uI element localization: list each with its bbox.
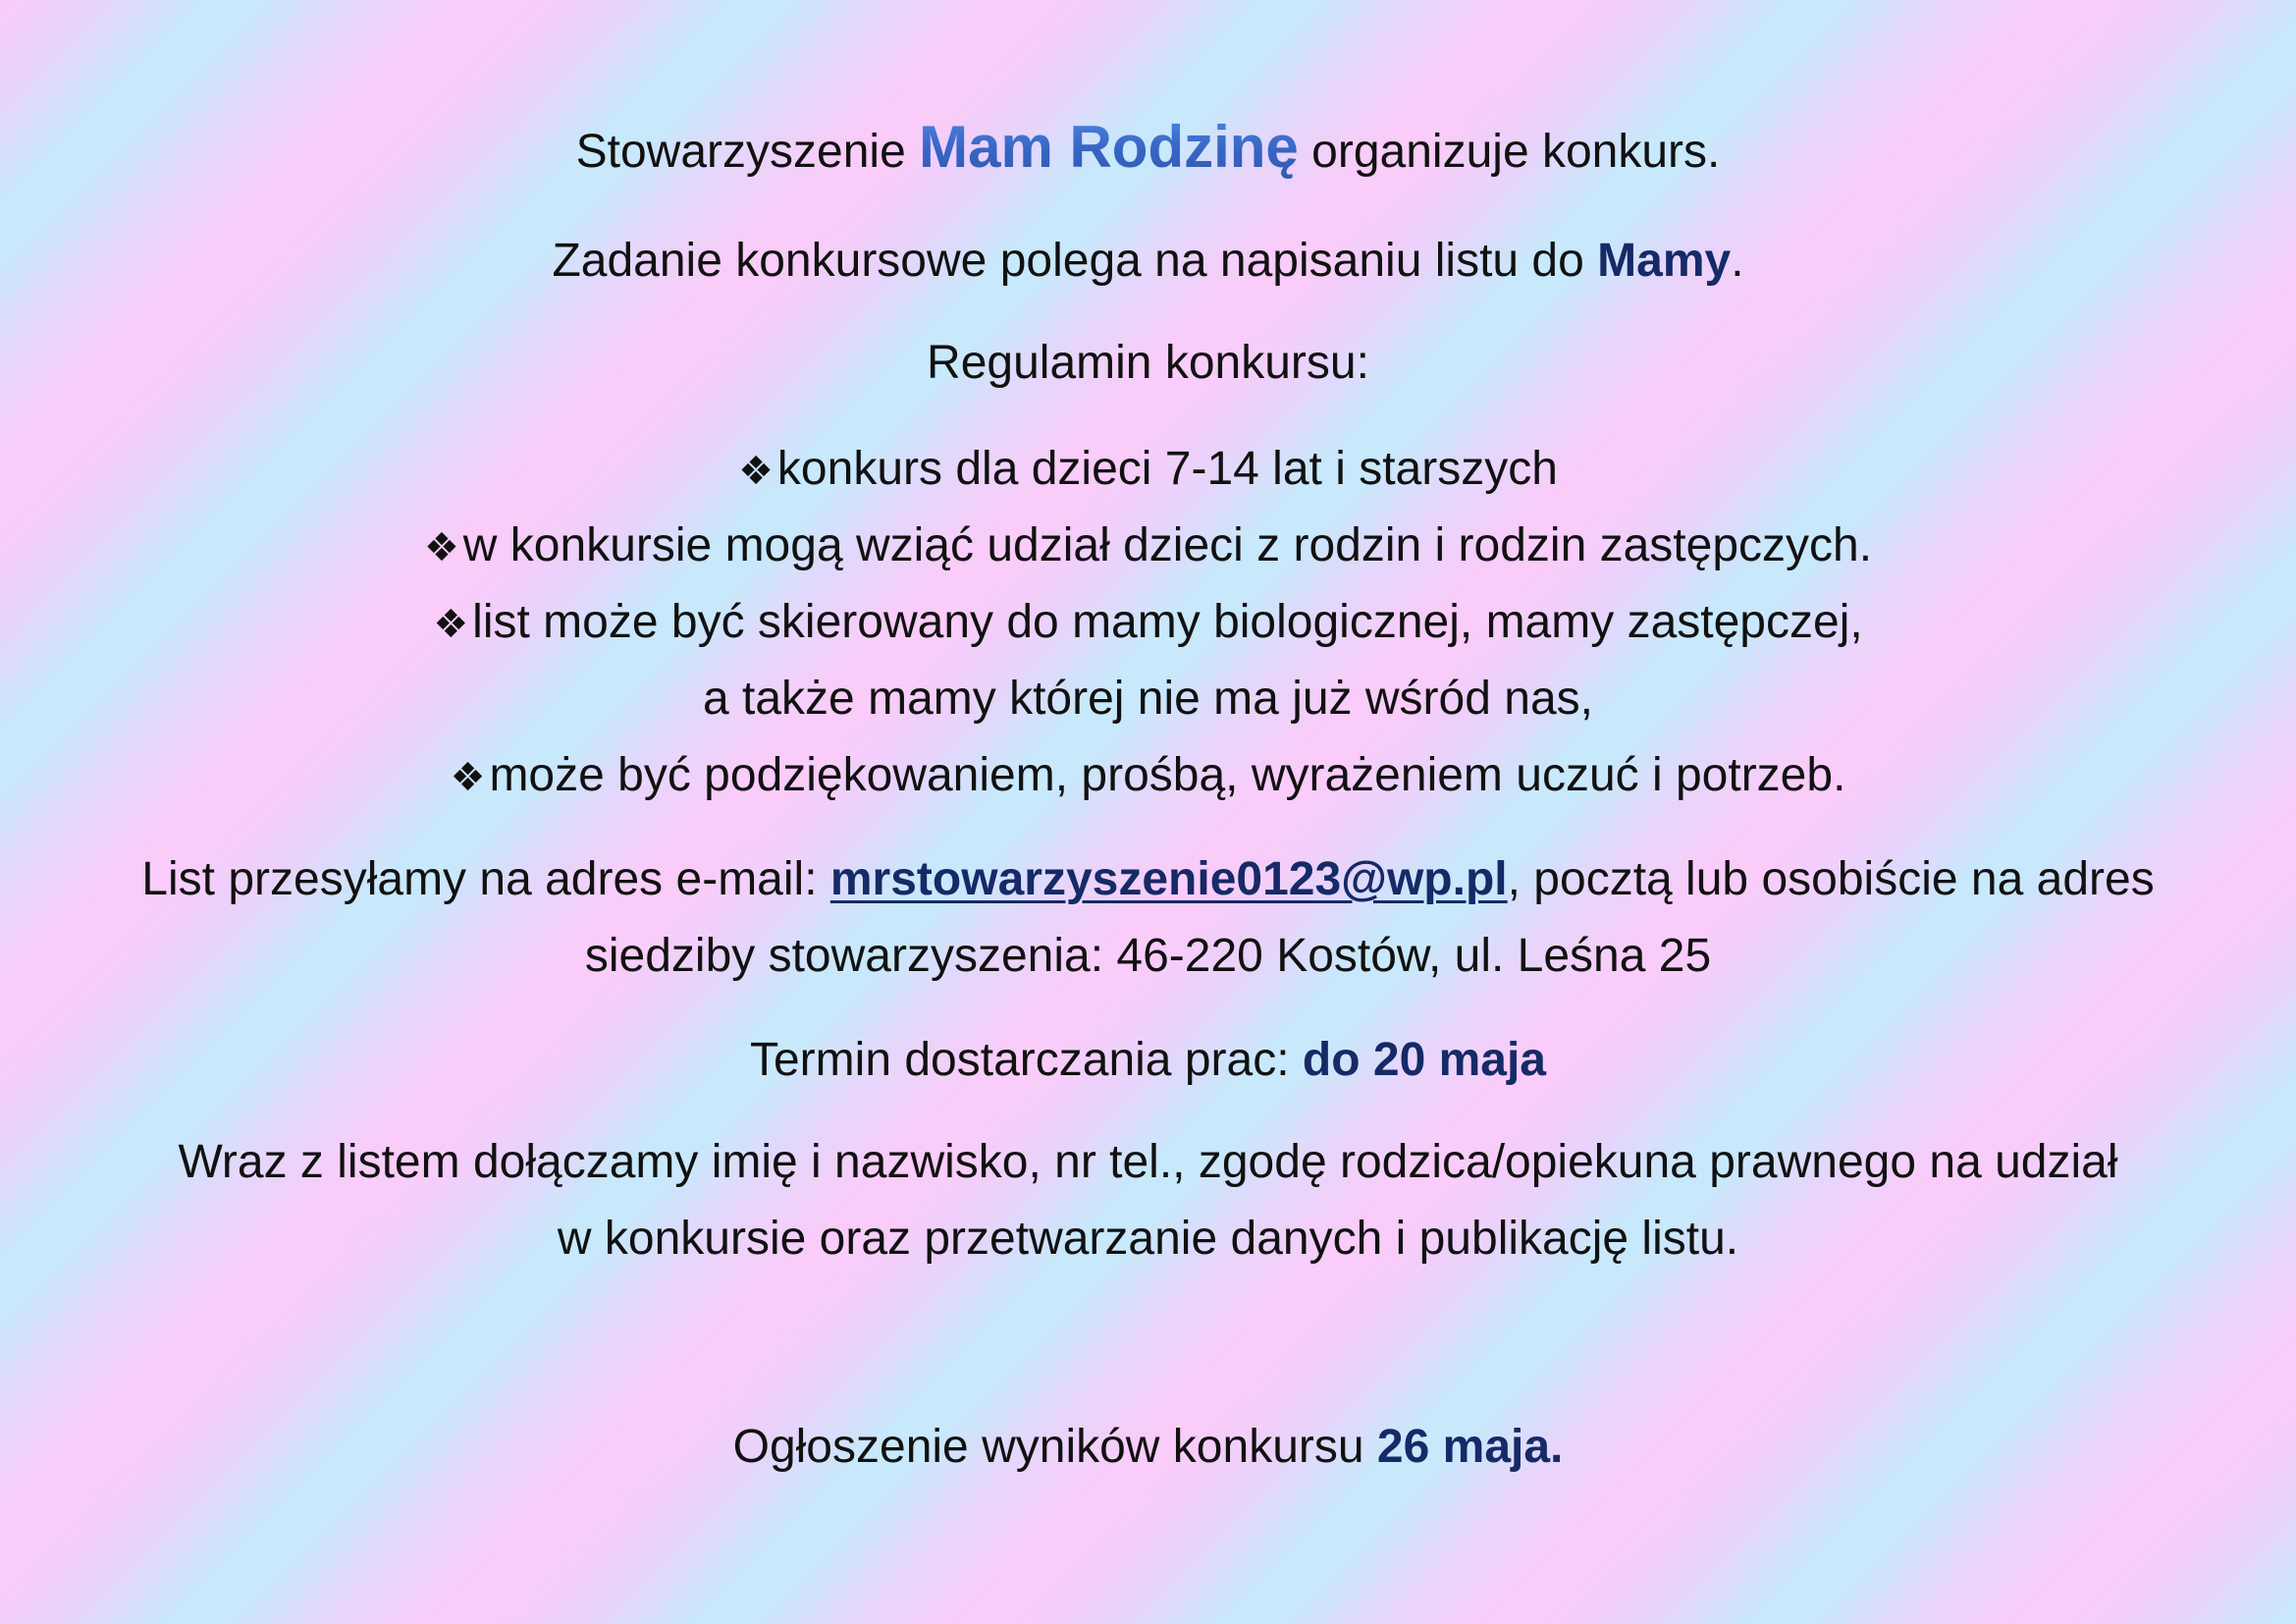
deadline-value: do 20 maja (1302, 1034, 1546, 1086)
intro-prefix: Stowarzyszenie (575, 126, 920, 178)
rule-item (0, 746, 2296, 807)
diamond-bullet-icon: ❖ (450, 756, 486, 799)
submission-line (0, 850, 2296, 909)
brand-name: Mam Rodzinę (919, 114, 1299, 180)
deadline-prefix: Termin dostarczania prac: (749, 1034, 1303, 1086)
rule-item (0, 516, 2296, 577)
rule-item-text: może być podziękowaniem, prośbą, wyrażeniem uczuć i potrzeb. (489, 749, 1846, 801)
address-line: siedziby stowarzyszenia: 46-220 Kostów, ul. Leśna 25 (584, 930, 1712, 982)
rule-item (0, 593, 2296, 654)
diamond-bullet-icon: ❖ (423, 526, 459, 569)
results-line (0, 1418, 2296, 1477)
results-prefix: Ogłoszenie wyników konkursu (732, 1421, 1377, 1473)
task-prefix: Zadanie konkursowe polega na napisaniu listu do (552, 235, 1598, 287)
email-link[interactable]: mrstowarzyszenie0123@wp.pl (829, 853, 1508, 905)
rule-item-text: w konkursie mogą wziąć udział dzieci z rodzin i rodzin zastępczych. (462, 519, 1873, 571)
diamond-bullet-icon: ❖ (433, 603, 469, 646)
submission-suffix: , pocztą lub osobiście na adres (1507, 853, 2155, 905)
attachments-line: Wraz z listem dołączamy imię i nazwisko, nr tel., zgodę rodzica/opiekuna prawnego na udział (178, 1136, 2118, 1188)
diamond-bullet-icon: ❖ (738, 450, 774, 493)
attachments-line: w konkursie oraz przetwarzanie danych i publikację listu. (557, 1213, 1739, 1265)
intro-line (0, 114, 2296, 182)
submission-prefix: List przesyłamy na adres e-mail: (141, 853, 830, 905)
task-suffix: . (1731, 235, 1744, 287)
deadline-line (0, 1031, 2296, 1090)
rules-heading: Regulamin konkursu: (927, 337, 1369, 389)
rule-item-continuation: a także mamy której nie ma już wśród nas, (702, 673, 1593, 725)
intro-suffix: organizuje konkurs. (1298, 126, 1721, 178)
rule-item (0, 440, 2296, 501)
rule-item-text: list może być skierowany do mamy biologicznej, mamy zastępczej, (472, 596, 1863, 648)
rule-item-text: konkurs dla dzieci 7-14 lat i starszych (776, 443, 1558, 495)
task-highlight: Mamy (1597, 235, 1732, 287)
task-line (0, 232, 2296, 291)
results-value: 26 maja. (1376, 1421, 1564, 1473)
